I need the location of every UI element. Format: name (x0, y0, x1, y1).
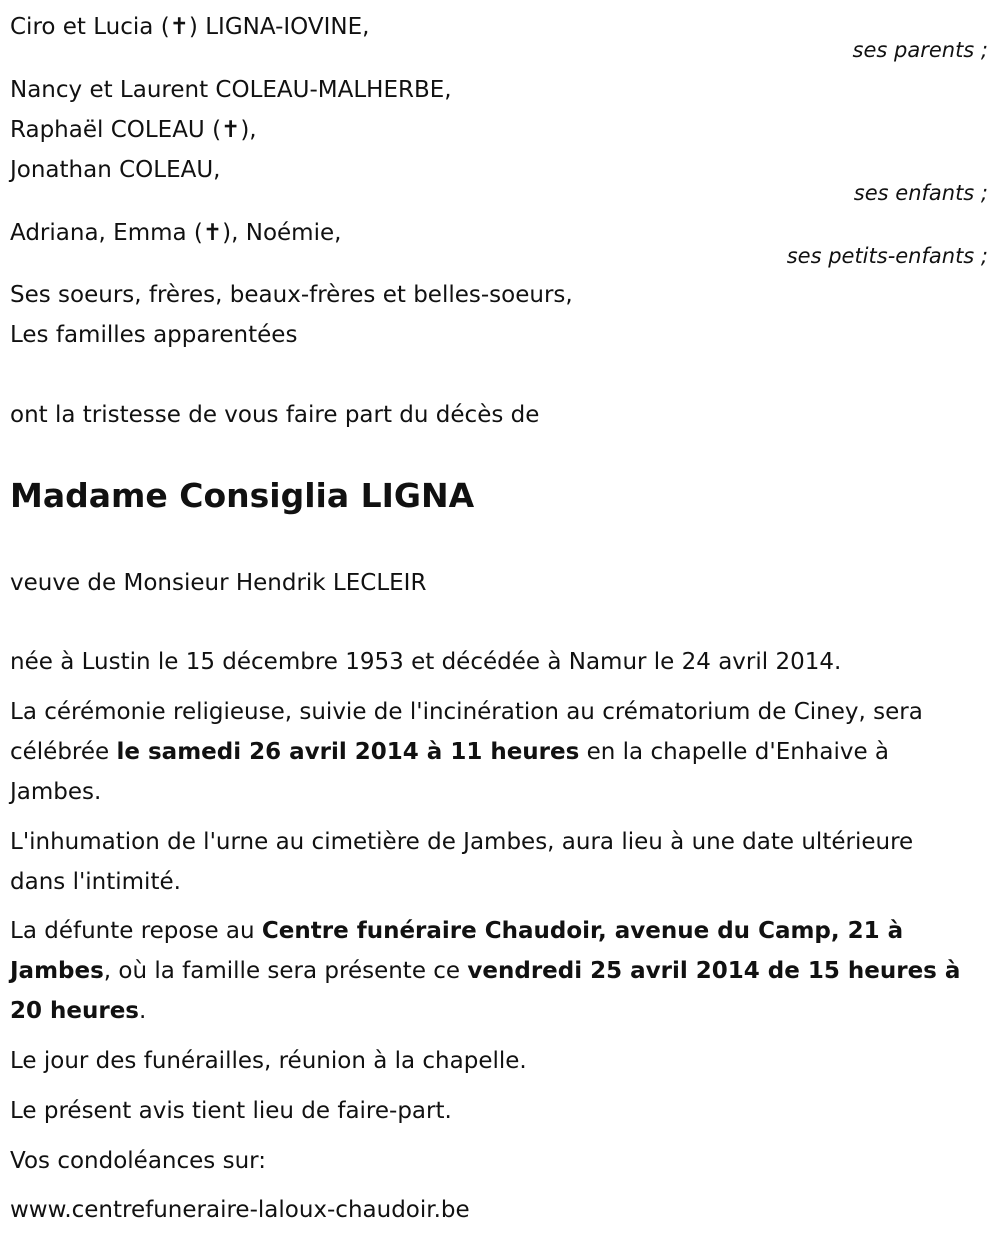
deceased-name: Madame Consiglia LIGNA (10, 476, 475, 515)
ceremony-place: en la chapelle d'Enhaive à Jambes. (10, 739, 890, 805)
rest-text: . (139, 998, 147, 1024)
rest-text: , où la famille sera présente ce (103, 958, 468, 984)
rest-when: vendredi 25 avril 2014 de 15 heures à 20 heures (10, 958, 961, 1024)
burial-paragraph: L'inhumation de l'urne au cimetière de Jambes, aura lieu à une date ultérieure dans l'intimité. (10, 829, 914, 895)
children-label: ses enfants ; (853, 181, 988, 205)
announcement: ont la tristesse de vous faire part du décès de (10, 402, 540, 428)
ceremony-date: le samedi 26 avril 2014 à 11 heures (116, 739, 580, 765)
meeting: Le jour des funérailles, réunion à la chapelle. (10, 1048, 527, 1074)
rest-text: La défunte repose au (10, 918, 262, 944)
grandchildren-label: ses petits-enfants ; (786, 244, 988, 268)
parents-line: Ciro et Lucia (✝) LIGNA-IOVINE, (10, 14, 370, 40)
ceremony-text: La cérémonie religieuse, suivie de l'incinération au crématorium de Ciney, sera célébrée (10, 699, 923, 765)
widow-of: veuve de Monsieur Hendrik LECLEIR (10, 570, 427, 596)
website-link[interactable]: www.centrefuneraire-laloux-chaudoir.be (10, 1197, 470, 1223)
ceremony-paragraph (10, 692, 940, 812)
children-line: Nancy et Laurent COLEAU-MALHERBE, (10, 77, 452, 103)
relatives-line: Ses soeurs, frères, beaux-frères et belles-soeurs, (10, 282, 573, 308)
children-line: Raphaël COLEAU (✝), (10, 117, 257, 143)
condolences-label: Vos condoléances sur: (10, 1148, 266, 1174)
rest-paragraph (10, 911, 985, 1031)
birth-death: née à Lustin le 15 décembre 1953 et décédée à Namur le 24 avril 2014. (10, 649, 842, 675)
grandchildren-line: Adriana, Emma (✝), Noémie, (10, 220, 342, 246)
parents-label: ses parents ; (852, 38, 988, 62)
children-line: Jonathan COLEAU, (10, 157, 221, 183)
notice: Le présent avis tient lieu de faire-part. (10, 1098, 452, 1124)
relatives-line: Les familles apparentées (10, 322, 298, 348)
rest-place: Centre funéraire Chaudoir, avenue du Camp, 21 à Jambes (10, 918, 904, 984)
